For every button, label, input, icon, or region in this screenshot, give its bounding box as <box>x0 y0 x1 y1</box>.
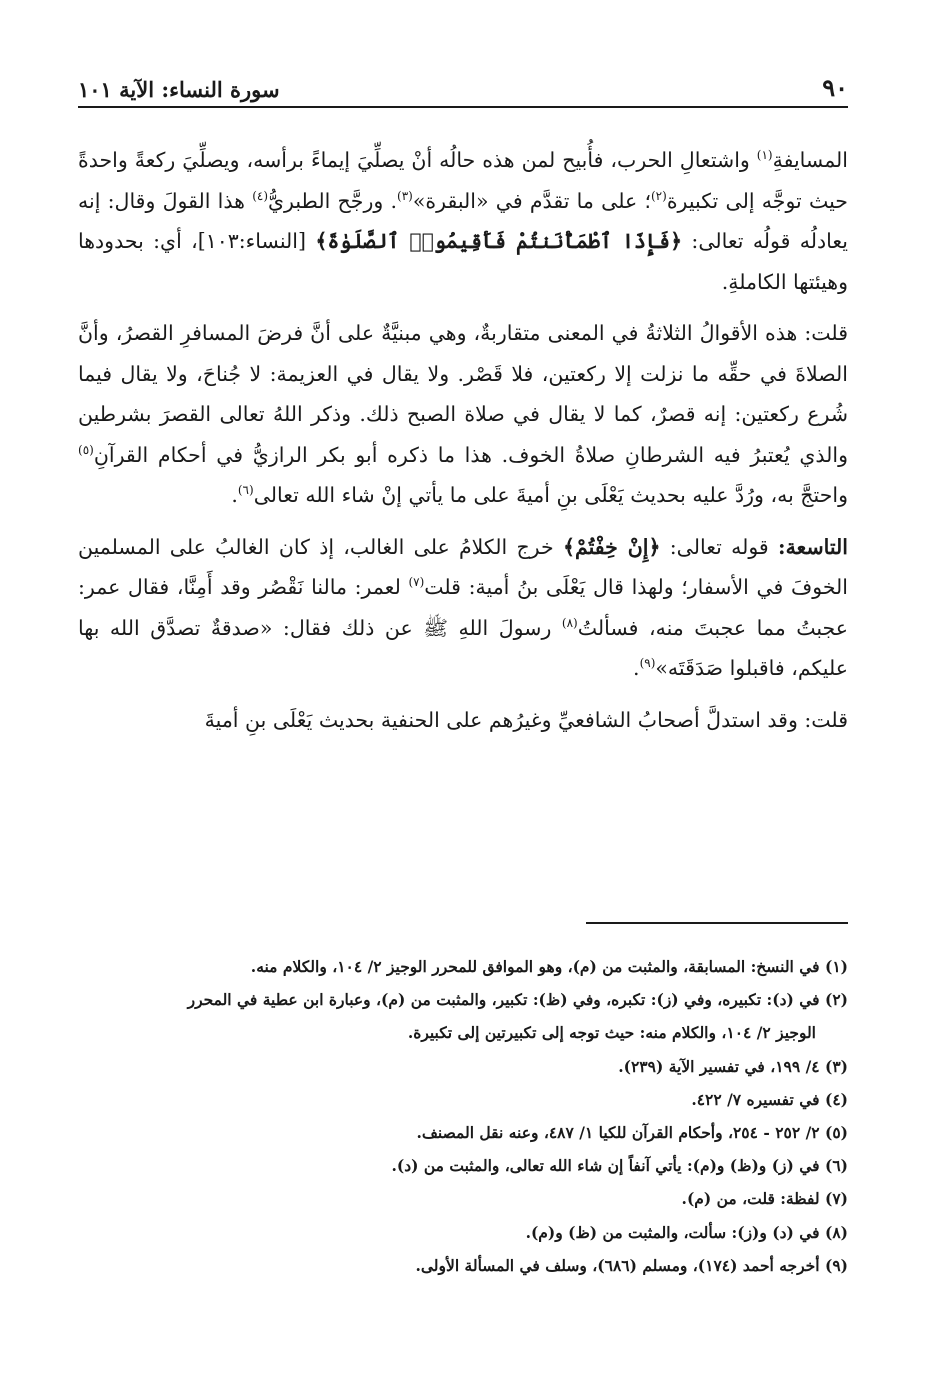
paragraph <box>78 313 848 516</box>
footnote-ref: (٣) <box>397 188 413 203</box>
footnote-text: في (د) و(ز): سألت، والمثبت من (ظ) و(م). <box>525 1222 820 1242</box>
text-run: قلت: وقد استدلَّ أصحابُ الشافعيِّ وغيرُهم على الحنفية بحديث يَعْلَى بنِ أميةَ <box>204 707 848 732</box>
footnote-text: لفظة: قلت، من (م). <box>681 1189 820 1209</box>
footnote-text: في (ز) و(ظ) و(م): يأتي آنفاً إن شاء الله تعالى، والمثبت من (د). <box>391 1156 820 1176</box>
text-run: . ورجَّح الطبريُّ <box>268 188 398 213</box>
text-run: المسايفةِ <box>772 148 848 172</box>
footnote-text: في (د): تكبيره، وفي (ز): تكبره، وفي (ظ): تكبير، والمثبت من (م)، وعبارة ابن عطية في المحرر <box>187 990 820 1010</box>
text-run: خرج الكلامُ على الغالب، إذ كان الغالبُ على المسلمين الخوفَ في الأسفار؛ ولهذا قال يَعْلَى بنُ أمية: قلت <box>78 534 848 599</box>
footnote-number: (٥) <box>824 1123 848 1143</box>
text-run: . <box>231 483 238 507</box>
footnote-ref: (٦) <box>237 483 254 498</box>
footnote-number: (١) <box>824 957 848 976</box>
paragraph <box>78 140 848 302</box>
footnote <box>78 1116 848 1149</box>
paragraph <box>78 700 848 741</box>
footnote <box>78 1216 848 1249</box>
footnote-ref: (٩) <box>639 656 656 671</box>
text-run: لعمر: مالنا نَقْصُر وقد أَمِنَّا، فقال عمر: عجبتُ مما عجبتَ منه، فسألتُ <box>78 575 848 640</box>
text-run: ؛ على ما تقدَّم في «البقرة» <box>412 188 651 213</box>
footnote-ref: (١) <box>756 148 773 163</box>
footnote-text: ٤/ ١٩٩، في تفسير الآية (٢٣٩). <box>618 1056 820 1076</box>
footnote <box>78 1083 848 1116</box>
text-run: [النساء:١٠٣]، أي: بحدودها وهيئتها الكاملةِ. <box>78 229 848 294</box>
text-run: واشتعالِ الحرب، فأُبيح لمن هذه حالُه أنْ يصلِّيَ إيماءً برأسه، ويصلِّيَ ركعةً واحدةً حيث توجَّه إلى تكبيرة <box>78 148 848 213</box>
text-run: . <box>633 656 640 680</box>
footnote-text: أخرجه أحمد (١٧٤)، ومسلم (٦٨٦)، وسلف في المسألة الأولى. <box>415 1255 820 1275</box>
footnote-number: (٩) <box>824 1255 848 1275</box>
footnote <box>78 1149 848 1182</box>
footnote <box>78 983 848 1049</box>
footnote-number: (٢) <box>824 990 848 1010</box>
page-number: ٩٠ <box>822 73 848 102</box>
footnote-text: في النسخ: المسابقة، والمثبت من (م)، وهو الموافق للمحرر الوجيز ٢/ ١٠٤، والكلام منه. <box>250 957 820 976</box>
main-text <box>78 140 848 751</box>
text-run: رسولَ اللهِ ﷺ عن ذلك فقال: «صدقةٌ تصدَّق الله بها عليكم، فاقبلوا صَدَقَتَه» <box>78 615 848 680</box>
text-run: هذا القولَ وقال: إنه يعادلُه قولُه تعالى: <box>78 188 848 253</box>
footnote-number: (٨) <box>824 1222 848 1242</box>
footnotes <box>78 950 848 1282</box>
footnote-number: (٧) <box>824 1189 848 1209</box>
emphasis-run: ﴿إِنْ خِفْتُمْ﴾ <box>562 534 661 559</box>
paragraph <box>78 527 848 689</box>
emphasis-run: التاسعة: <box>778 534 848 559</box>
footnote <box>78 1249 848 1282</box>
footnote-text: في تفسيره ٧/ ٤٢٢. <box>691 1089 820 1109</box>
text-run: قلت: هذه الأقوالُ الثلاثةُ في المعنى متقاربةٌ، وهي مبنيَّةٌ على أنَّ فرضَ المسافرِ القصرُ، وأنَّ الصلاةَ في حقِّه ما نزلت إلا ركعتين، فلا قَصْر. ولا يقال في العزيمة: لا جُناحَ، ولا يقال فيما شُرع ركعتين: إنه قصرٌ، كما لا يقال في صلاة الصبح ذلك. وذكر اللهُ تعالى القصرَ بشرطين والذي يُعتبرُ فيه الشرطانِ صلاةُ الخوف. هذا ما ذكره أبو بكر الرازيُّ في أحكام القرآنِ <box>78 321 848 467</box>
page-header <box>78 62 848 108</box>
footnote-ref: (٢) <box>650 188 667 203</box>
footnote-number: (٤) <box>824 1089 848 1109</box>
running-title: سورة النساء: الآية ١٠١ <box>78 77 280 102</box>
footnote-ref: (٧) <box>408 575 425 590</box>
footnote-separator <box>586 922 848 924</box>
emphasis-run: ﴿فَإِذَا ٱطْمَأْنَنتُمْ فَأَقِيمُوا۟ ٱلصَّلَوٰةَ﴾ <box>315 229 683 253</box>
footnote <box>78 950 848 983</box>
footnote-number: (٣) <box>824 1056 848 1076</box>
footnote <box>78 1182 848 1215</box>
footnote <box>78 1050 848 1083</box>
footnote-continuation: الوجيز ٢/ ١٠٤، والكلام منه: حيث توجه إلى تكبيرتين إلى تكبيرة. <box>407 1023 816 1043</box>
footnote-ref: (٥) <box>78 442 94 457</box>
footnote-ref: (٤) <box>252 188 269 203</box>
text-run: قوله تعالى: <box>660 534 778 559</box>
footnote-number: (٦) <box>824 1156 848 1176</box>
text-run: واحتجَّ به، ورُدَّ عليه بحديث يَعْلَى بنِ أميةَ على ما يأتي إنْ شاء الله تعالى <box>253 483 848 507</box>
footnote-text: ٢/ ٢٥٢ - ٢٥٤، وأحكام القرآن للكيا ١/ ٤٨٧، وعنه نقل المصنف. <box>416 1123 820 1143</box>
footnote-ref: (٨) <box>561 615 578 630</box>
